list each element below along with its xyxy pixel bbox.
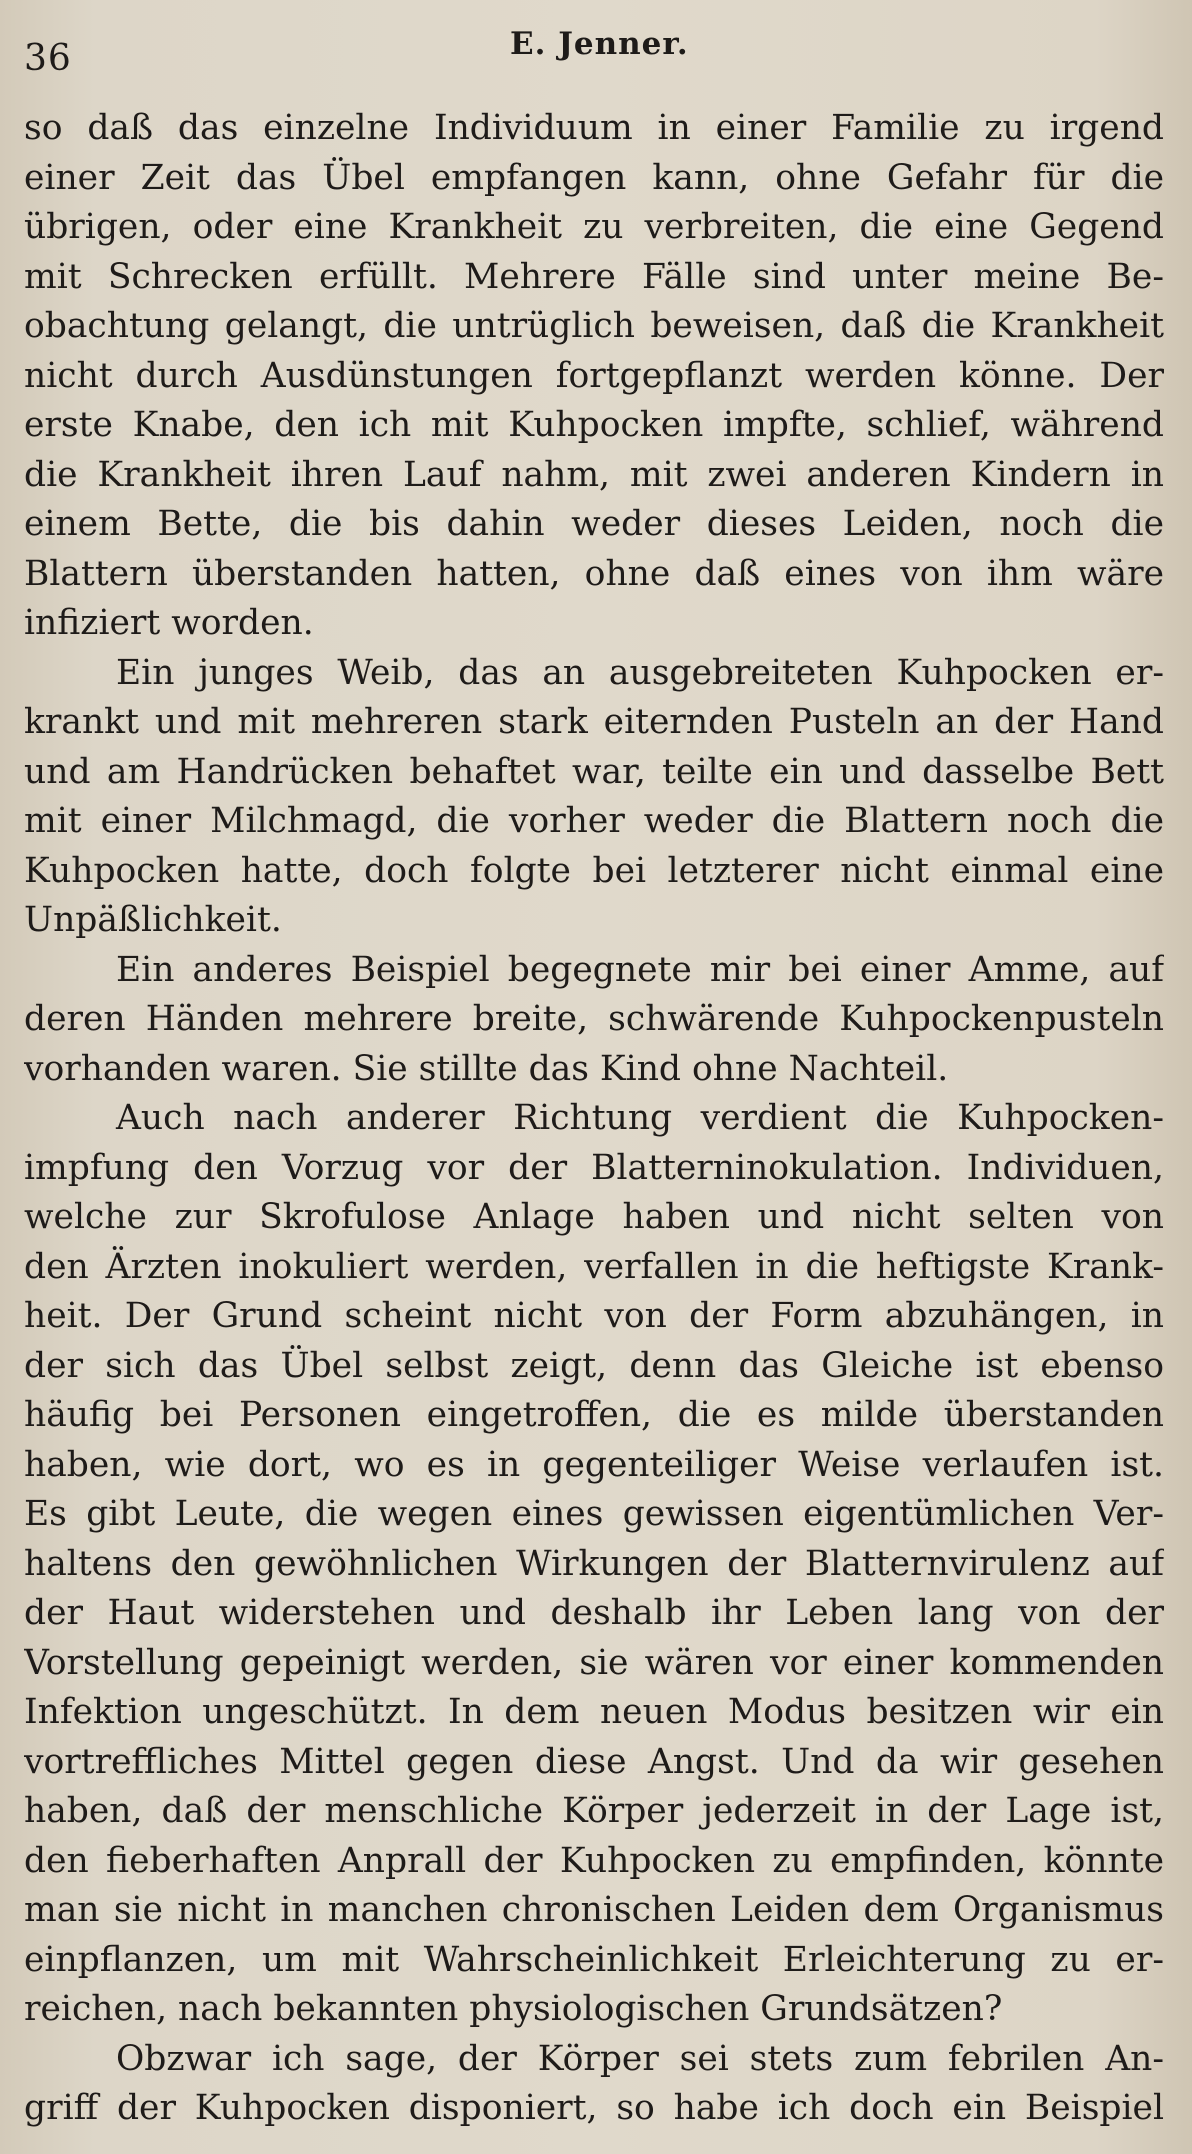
text-line: Es gibt Leute, die wegen eines gewissen eigentümlichen Ver- (24, 1494, 1164, 1534)
text-line: erste Knabe, den ich mit Kuhpocken impfte, schlief, während (24, 405, 1164, 445)
text-line: vortreffliches Mittel gegen diese Angst. Und da wir gesehen (24, 1741, 1164, 1782)
text-line: übrigen, oder eine Krankheit zu verbreiten, die eine Gegend (24, 207, 1164, 247)
text-line: Vorstellung gepeinigt werden, sie wären vor einer kommenden (24, 1642, 1164, 1683)
text-line: impfung den Vorzug vor der Blatterninokulation. Individuen, (24, 1147, 1164, 1188)
text-line: haben, daß der menschliche Körper jederzeit in der Lage ist, (24, 1791, 1164, 1831)
text-line: man sie nicht in manchen chronischen Leiden dem Organismus (24, 1890, 1164, 1930)
text-line: Obzwar ich sage, der Körper sei stets zum febrilen An- (116, 2038, 1164, 2079)
text-line: der Haut widerstehen und deshalb ihr Leben lang von der (24, 1593, 1164, 1633)
running-head: E. Jenner. (510, 26, 689, 62)
text-line: einer Zeit das Übel empfangen kann, ohne Gefahr für die (24, 157, 1164, 198)
page-header (0, 22, 1192, 82)
text-line: Ein anderes Beispiel begegnete mir bei einer Amme, auf (116, 949, 1164, 990)
text-line: häufig bei Personen eingetroffen, die es milde überstanden (24, 1395, 1164, 1435)
text-line: Ein junges Weib, das an ausgebreiteten Kuhpocken er- (116, 652, 1164, 693)
text-line: der sich das Übel selbst zeigt, denn das Gleiche ist ebenso (24, 1345, 1164, 1386)
text-line: mit einer Milchmagd, die vorher weder die Blattern noch die (24, 801, 1164, 841)
text-line: Blattern überstanden hatten, ohne daß eines von ihm wäre (24, 553, 1164, 594)
text-line: Unpäßlichkeit. (24, 900, 282, 940)
text-line: Infektion ungeschützt. In dem neuen Modus besitzen wir ein (24, 1692, 1164, 1732)
body-text (24, 104, 1164, 2134)
text-line: krankt und mit mehreren stark eiternden Pusteln an der Hand (24, 702, 1164, 742)
text-line: deren Händen mehrere breite, schwärende Kuhpockenpusteln (24, 999, 1164, 1039)
text-line: mit Schrecken erfüllt. Mehrere Fälle sind unter meine Be- (24, 256, 1164, 297)
text-line: Auch nach anderer Richtung verdient die Kuhpocken- (116, 1098, 1164, 1138)
text-line: so daß das einzelne Individuum in einer Familie zu irgend (24, 108, 1164, 148)
text-line: und am Handrücken behaftet war, teilte ein und dasselbe Bett (24, 751, 1164, 792)
text-line: einem Bette, die bis dahin weder dieses Leiden, noch die (24, 504, 1164, 544)
text-line: haben, wie dort, wo es in gegenteiliger Weise verlaufen ist. (24, 1444, 1164, 1485)
text-line: reichen, nach bekannten physiologischen Grundsätzen? (24, 1989, 1003, 2029)
text-line: die Krankheit ihren Lauf nahm, mit zwei anderen Kindern in (24, 454, 1164, 495)
text-line: infiziert worden. (24, 603, 314, 643)
text-line: heit. Der Grund scheint nicht von der Form abzuhängen, in (24, 1296, 1164, 1336)
text-line: Kuhpocken hatte, doch folgte bei letzterer nicht einmal eine (24, 850, 1164, 891)
page-number: 36 (24, 38, 72, 79)
text-line: den fieberhaften Anprall der Kuhpocken zu empfinden, könnte (24, 1840, 1164, 1881)
text-line: einpflanzen, um mit Wahrscheinlichkeit Erleichterung zu er- (24, 1939, 1164, 1980)
text-line: haltens den gewöhnlichen Wirkungen der Blatternvirulenz auf (24, 1543, 1164, 1584)
text-line: griff der Kuhpocken disponiert, so habe ich doch ein Beispiel (24, 2088, 1164, 2128)
text-line: den Ärzten inokuliert werden, verfallen in die heftigste Krank- (24, 1246, 1164, 1287)
text-line: nicht durch Ausdünstungen fortgepflanzt werden könne. Der (24, 355, 1164, 396)
text-line: welche zur Skrofulose Anlage haben und nicht selten von (24, 1197, 1164, 1237)
text-line: vorhanden waren. Sie stillte das Kind ohne Nachteil. (24, 1048, 949, 1089)
text-line: obachtung gelangt, die untrüglich beweisen, daß die Krankheit (24, 306, 1164, 346)
